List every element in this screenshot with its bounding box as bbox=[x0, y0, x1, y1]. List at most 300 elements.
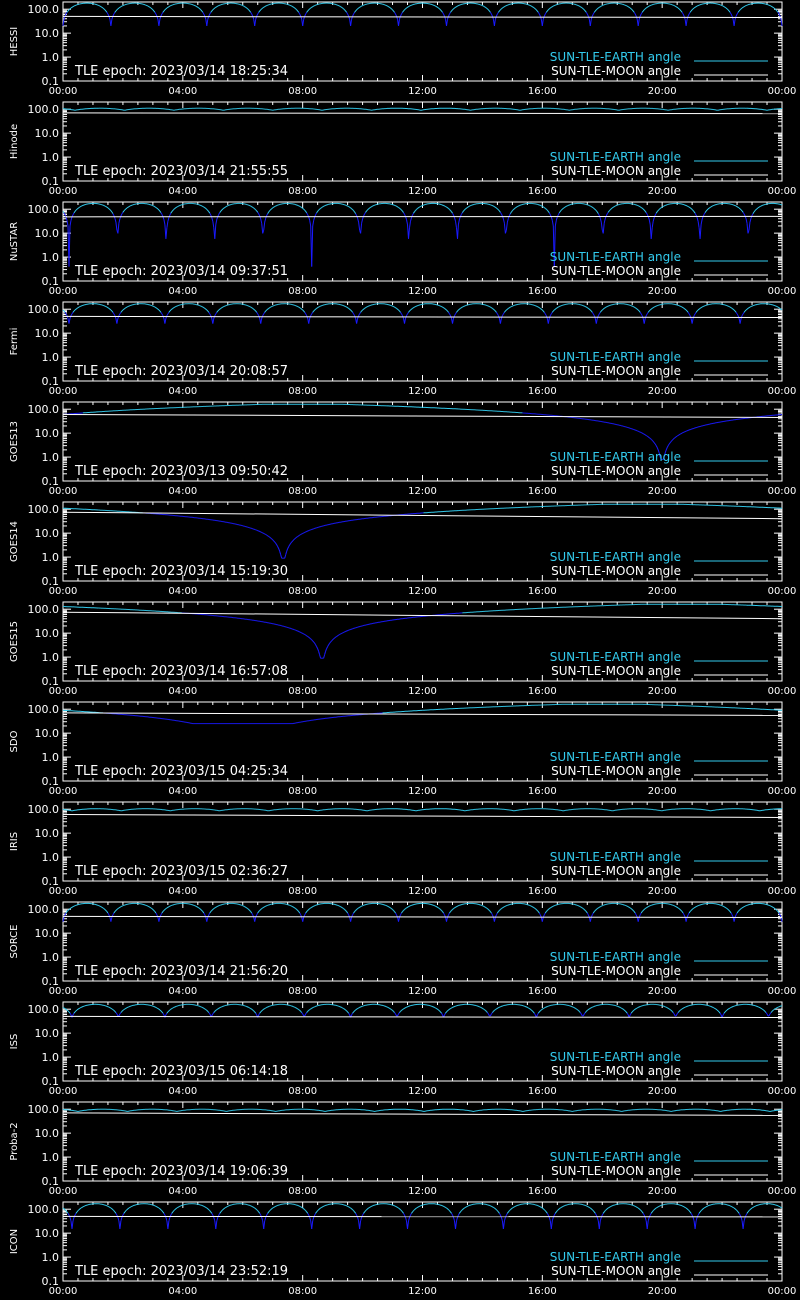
earth-angle-segment bbox=[206, 209, 207, 210]
earth-angle-segment bbox=[685, 309, 686, 310]
earth-angle-segment bbox=[361, 6, 362, 7]
earth-angle-segment bbox=[511, 306, 512, 307]
earth-angle-segment bbox=[440, 9, 441, 10]
earth-angle-segment bbox=[656, 212, 657, 214]
earth-angle-segment bbox=[160, 211, 161, 212]
earth-angle-segment bbox=[246, 7, 247, 8]
earth-angle-segment bbox=[304, 311, 305, 312]
earth-angle-segment bbox=[302, 208, 303, 209]
earth-angle-segment bbox=[416, 306, 417, 307]
earth-angle-segment bbox=[556, 217, 557, 220]
earth-angle-segment bbox=[640, 312, 641, 314]
earth-angle-segment bbox=[263, 314, 264, 316]
earth-angle-segment bbox=[606, 307, 607, 308]
earth-angle-segment bbox=[222, 307, 223, 308]
earth-angle-segment bbox=[543, 16, 544, 19]
earth-angle-segment bbox=[148, 6, 149, 7]
earth-angle-segment bbox=[587, 14, 588, 16]
earth-angle-segment bbox=[388, 6, 389, 7]
earth-angle-segment bbox=[544, 14, 545, 16]
earth-angle-segment bbox=[733, 309, 734, 310]
earth-angle-segment bbox=[303, 19, 304, 26]
earth-angle-segment bbox=[676, 436, 677, 437]
earth-angle-segment bbox=[225, 207, 226, 208]
earth-angle-segment bbox=[414, 307, 415, 308]
earth-angle-segment bbox=[117, 318, 118, 323]
earth-angle-segment bbox=[310, 8, 311, 9]
earth-angle-segment bbox=[311, 7, 312, 8]
x-tick-label: 00:00 bbox=[767, 86, 797, 97]
earth-angle-segment bbox=[596, 318, 597, 323]
earth-angle-segment bbox=[578, 6, 579, 7]
earth-angle-segment bbox=[173, 308, 174, 309]
y-tick-label: 100.0 bbox=[27, 503, 59, 517]
earth-angle-segment bbox=[500, 9, 501, 10]
earth-angle-segment bbox=[741, 210, 742, 211]
earth-angle-segment bbox=[646, 213, 647, 215]
earth-angle-segment bbox=[500, 212, 501, 214]
earth-angle-segment bbox=[586, 12, 587, 14]
earth-angle-segment bbox=[402, 210, 403, 211]
earth-angle-segment bbox=[443, 307, 444, 308]
earth-angle-segment bbox=[161, 213, 162, 215]
earth-angle-segment bbox=[120, 7, 121, 8]
earth-angle-segment bbox=[689, 314, 690, 316]
earth-angle-segment bbox=[743, 212, 744, 214]
earth-angle-segment bbox=[262, 8, 263, 9]
earth-angle-segment bbox=[493, 309, 494, 310]
earth-angle-segment bbox=[741, 8, 742, 9]
earth-angle-segment bbox=[517, 206, 518, 207]
earth-angle-segment bbox=[644, 210, 645, 211]
y-axis-label: NuSTAR bbox=[9, 221, 20, 262]
earth-angle-segment bbox=[653, 307, 654, 308]
earth-angle-segment bbox=[309, 9, 310, 10]
earth-angle-segment bbox=[248, 9, 249, 10]
earth-angle-segment bbox=[506, 309, 507, 310]
earth-angle-segment bbox=[688, 14, 689, 16]
earth-angle-segment bbox=[505, 6, 506, 7]
earth-angle-segment bbox=[584, 306, 585, 307]
earth-angle-segment bbox=[452, 212, 453, 214]
earth-angle-segment bbox=[546, 11, 547, 12]
earth-angle-segment bbox=[614, 206, 615, 207]
earth-angle-segment bbox=[395, 307, 396, 308]
earth-angle-segment bbox=[586, 307, 587, 308]
tle-epoch-label: TLE epoch: 2023/03/14 20:08:57 bbox=[75, 364, 289, 379]
earth-angle-segment bbox=[735, 311, 736, 312]
earth-angle-segment bbox=[610, 209, 611, 210]
earth-angle-segment bbox=[358, 8, 359, 9]
earth-angle-segment bbox=[695, 312, 696, 314]
earth-angle-segment bbox=[738, 207, 739, 208]
earth-angle-segment bbox=[544, 312, 545, 314]
earth-angle-segment bbox=[607, 306, 608, 307]
earth-angle-segment bbox=[708, 208, 709, 209]
earth-angle-segment bbox=[387, 6, 388, 7]
earth-angle-segment bbox=[638, 431, 639, 432]
earth-angle-segment bbox=[538, 12, 539, 14]
earth-angle-segment bbox=[691, 209, 692, 210]
earth-angle-segment bbox=[497, 209, 498, 210]
earth-angle-segment bbox=[438, 7, 439, 8]
earth-angle-segment bbox=[73, 311, 74, 312]
earth-angle-segment bbox=[449, 14, 450, 16]
earth-angle-segment bbox=[265, 311, 266, 312]
earth-angle-segment bbox=[463, 210, 464, 211]
earth-angle-segment bbox=[750, 218, 751, 222]
earth-angle-segment bbox=[108, 308, 109, 309]
earth-angle-segment bbox=[421, 206, 422, 207]
earth-angle-segment bbox=[359, 222, 360, 230]
earth-angle-segment bbox=[744, 214, 745, 216]
earth-angle-segment bbox=[646, 7, 647, 8]
earth-angle-segment bbox=[547, 10, 548, 11]
earth-angle-segment bbox=[554, 309, 555, 310]
earth-angle-segment bbox=[170, 310, 171, 311]
earth-angle-segment bbox=[368, 209, 369, 210]
earth-angle-segment bbox=[272, 539, 273, 540]
earth-angle-segment bbox=[550, 7, 551, 8]
earth-angle-segment bbox=[252, 308, 253, 309]
earth-angle-segment bbox=[678, 8, 679, 9]
earth-angle-segment bbox=[609, 210, 610, 211]
earth-angle-segment bbox=[299, 535, 300, 536]
earth-angle-segment bbox=[492, 206, 493, 207]
earth-angle-segment bbox=[122, 6, 123, 7]
earth-angle-segment bbox=[268, 308, 269, 309]
earth-angle-segment bbox=[80, 306, 81, 307]
x-tick-label: 04:00 bbox=[168, 586, 198, 597]
earth-angle-segment bbox=[593, 12, 594, 14]
earth-angle-segment bbox=[368, 306, 369, 307]
earth-angle-segment bbox=[700, 308, 701, 309]
legend-earth-label: SUN-TLE-EARTH angle bbox=[549, 150, 681, 164]
earth-angle-segment bbox=[162, 314, 163, 316]
earth-angle-segment bbox=[226, 206, 227, 207]
earth-angle-segment bbox=[728, 10, 729, 11]
y-tick-label: 10.0 bbox=[34, 327, 59, 341]
earth-angle-segment bbox=[483, 6, 484, 7]
earth-angle-segment bbox=[300, 308, 301, 309]
earth-angle-segment bbox=[257, 312, 258, 314]
earth-angle-segment bbox=[457, 311, 458, 312]
earth-angle-segment bbox=[537, 307, 538, 308]
earth-angle-segment bbox=[640, 432, 641, 433]
earth-angle-segment bbox=[414, 212, 415, 214]
earth-angle-segment bbox=[369, 208, 370, 209]
earth-angle-segment bbox=[737, 207, 738, 208]
earth-angle-segment bbox=[564, 207, 565, 208]
earth-angle-segment bbox=[104, 9, 105, 10]
earth-angle-segment bbox=[323, 206, 324, 207]
earth-angle-segment bbox=[663, 206, 664, 207]
earth-angle-segment bbox=[695, 213, 696, 215]
earth-angle-segment bbox=[484, 7, 485, 8]
earth-angle-segment bbox=[69, 318, 70, 323]
earth-angle-segment bbox=[288, 547, 289, 549]
earth-angle-segment bbox=[645, 8, 646, 9]
earth-angle-segment bbox=[604, 308, 605, 309]
earth-angle-segment bbox=[749, 307, 750, 308]
earth-angle-segment bbox=[562, 208, 563, 209]
earth-angle-segment bbox=[292, 6, 293, 7]
earth-angle-segment bbox=[679, 434, 680, 435]
earth-angle-segment bbox=[339, 6, 340, 7]
earth-angle-segment bbox=[253, 308, 254, 309]
earth-angle-segment bbox=[494, 19, 495, 26]
earth-angle-segment bbox=[551, 7, 552, 8]
earth-angle-segment bbox=[677, 436, 678, 437]
x-tick-label: 08:00 bbox=[288, 386, 318, 397]
x-tick-label: 00:00 bbox=[767, 586, 797, 597]
earth-angle-segment bbox=[737, 12, 738, 14]
earth-angle-segment bbox=[686, 19, 687, 26]
earth-angle-segment bbox=[651, 439, 652, 440]
earth-angle-segment bbox=[682, 433, 683, 434]
earth-angle-segment bbox=[500, 318, 501, 323]
earth-angle-segment bbox=[658, 209, 659, 210]
earth-angle-segment bbox=[154, 307, 155, 308]
earth-angle-segment bbox=[447, 310, 448, 311]
x-tick-label: 04:00 bbox=[168, 386, 198, 397]
moon-angle-line bbox=[63, 113, 782, 114]
earth-angle-segment bbox=[305, 532, 306, 533]
earth-angle-segment bbox=[683, 432, 684, 433]
earth-angle-segment bbox=[160, 311, 161, 312]
earth-angle-segment bbox=[750, 307, 751, 308]
y-tick-label: 0.1 bbox=[41, 375, 59, 388]
earth-angle-segment bbox=[771, 6, 772, 7]
earth-angle-segment bbox=[499, 211, 500, 212]
earth-angle-segment bbox=[633, 307, 634, 308]
earth-angle-segment bbox=[558, 213, 559, 215]
earth-angle-segment bbox=[542, 310, 543, 311]
tle-epoch-label: TLE epoch: 2023/03/13 09:50:42 bbox=[75, 464, 289, 479]
earth-angle-segment bbox=[76, 209, 77, 210]
earth-angle-segment bbox=[687, 206, 688, 207]
earth-angle-segment bbox=[544, 208, 545, 209]
earth-angle-segment bbox=[553, 6, 554, 7]
earth-angle-segment bbox=[397, 206, 398, 207]
earth-angle-segment bbox=[707, 209, 708, 210]
earth-angle-segment bbox=[259, 531, 260, 532]
earth-angle-segment bbox=[560, 210, 561, 211]
earth-angle-segment bbox=[172, 211, 173, 212]
earth-angle-segment bbox=[400, 208, 401, 209]
earth-angle-segment bbox=[298, 307, 299, 308]
earth-angle-segment bbox=[313, 6, 314, 7]
earth-angle-segment bbox=[447, 19, 448, 26]
x-tick-label: 12:00 bbox=[408, 86, 437, 97]
earth-angle-segment bbox=[319, 209, 320, 210]
earth-angle-segment bbox=[399, 19, 400, 26]
earth-angle-segment bbox=[548, 211, 549, 213]
moon-angle-line bbox=[63, 415, 782, 418]
earth-angle-segment bbox=[502, 7, 503, 8]
earth-angle-segment bbox=[356, 214, 357, 216]
earth-angle-segment bbox=[639, 311, 640, 312]
earth-angle-segment bbox=[441, 306, 442, 307]
earth-angle-segment bbox=[648, 311, 649, 312]
earth-angle-segment bbox=[441, 10, 442, 11]
earth-angle-segment bbox=[124, 210, 125, 211]
earth-angle-segment bbox=[101, 7, 102, 8]
earth-angle-segment bbox=[413, 213, 414, 215]
earth-angle-segment bbox=[222, 209, 223, 210]
earth-angle-segment bbox=[302, 309, 303, 310]
earth-angle-segment bbox=[647, 312, 648, 314]
earth-angle-segment bbox=[599, 7, 600, 8]
earth-angle-segment bbox=[559, 211, 560, 213]
earth-angle-segment bbox=[530, 6, 531, 7]
earth-angle-segment bbox=[77, 308, 78, 309]
earth-angle-segment bbox=[638, 310, 639, 311]
earth-angle-segment bbox=[590, 19, 591, 26]
earth-angle-segment bbox=[307, 11, 308, 12]
earth-angle-segment bbox=[74, 310, 75, 311]
earth-angle-segment bbox=[175, 208, 176, 209]
earth-angle-segment bbox=[172, 308, 173, 309]
earth-angle-segment bbox=[113, 14, 114, 16]
earth-angle-segment bbox=[728, 306, 729, 307]
earth-angle-segment bbox=[455, 7, 456, 8]
earth-angle-segment bbox=[115, 11, 116, 12]
earth-angle-segment bbox=[509, 307, 510, 308]
earth-angle-segment bbox=[453, 318, 454, 323]
earth-angle-segment bbox=[405, 9, 406, 10]
x-tick-label: 00:00 bbox=[767, 186, 797, 197]
earth-angle-segment bbox=[281, 555, 282, 559]
moon-angle-line bbox=[63, 16, 782, 17]
earth-angle-segment bbox=[548, 318, 549, 323]
earth-angle-segment bbox=[409, 6, 410, 7]
earth-angle-segment bbox=[543, 311, 544, 312]
earth-angle-segment bbox=[532, 7, 533, 8]
earth-angle-segment bbox=[511, 211, 512, 212]
earth-angle-segment bbox=[672, 439, 673, 440]
earth-angle-segment bbox=[215, 225, 216, 239]
earth-angle-segment bbox=[598, 214, 599, 216]
earth-angle-segment bbox=[646, 314, 647, 316]
earth-angle-segment bbox=[744, 311, 745, 312]
earth-angle-segment bbox=[644, 318, 645, 323]
panel-fermi bbox=[9, 302, 796, 397]
earth-angle-segment bbox=[306, 12, 307, 14]
x-tick-label: 12:00 bbox=[408, 586, 437, 597]
earth-angle-segment bbox=[559, 306, 560, 307]
x-tick-label: 00:00 bbox=[48, 286, 78, 297]
earth-angle-segment bbox=[512, 210, 513, 211]
earth-angle-segment bbox=[680, 10, 681, 11]
earth-angle-segment bbox=[405, 318, 406, 323]
earth-angle-segment bbox=[224, 208, 225, 209]
earth-angle-segment bbox=[125, 308, 126, 309]
earth-angle-segment bbox=[552, 6, 553, 7]
earth-angle-segment bbox=[613, 207, 614, 208]
earth-angle-segment bbox=[746, 219, 747, 223]
earth-angle-segment bbox=[776, 10, 777, 11]
earth-angle-segment bbox=[360, 7, 361, 8]
earth-angle-segment bbox=[78, 208, 79, 209]
earth-angle-segment bbox=[442, 11, 443, 12]
y-tick-label: 10.0 bbox=[34, 227, 59, 241]
earth-angle-segment bbox=[74, 211, 75, 213]
earth-angle-segment bbox=[108, 208, 109, 209]
earth-angle-segment bbox=[147, 6, 148, 7]
earth-angle-segment bbox=[601, 310, 602, 311]
earth-angle-segment bbox=[78, 307, 79, 308]
earth-angle-segment bbox=[745, 6, 746, 7]
y-tick-label: 1.0 bbox=[41, 251, 59, 265]
earth-angle-segment bbox=[205, 308, 206, 309]
earth-angle-segment bbox=[452, 10, 453, 11]
earth-angle-segment bbox=[106, 207, 107, 208]
earth-angle-segment bbox=[364, 308, 365, 309]
earth-angle-segment bbox=[489, 11, 490, 12]
earth-angle-segment bbox=[630, 8, 631, 9]
x-tick-label: 00:00 bbox=[767, 286, 797, 297]
earth-angle-segment bbox=[156, 208, 157, 209]
earth-angle-segment bbox=[643, 209, 644, 210]
earth-angle-segment bbox=[207, 209, 208, 210]
earth-angle-segment bbox=[70, 8, 71, 9]
earth-angle-segment bbox=[81, 206, 82, 207]
earth-angle-segment bbox=[552, 220, 553, 226]
earth-angle-segment bbox=[113, 214, 114, 216]
earth-angle-segment bbox=[743, 7, 744, 8]
earth-angle-segment bbox=[413, 308, 414, 309]
earth-angle-segment bbox=[158, 309, 159, 310]
earth-angle-segment bbox=[262, 223, 263, 233]
x-tick-label: 20:00 bbox=[647, 386, 677, 397]
earth-angle-segment bbox=[682, 12, 683, 14]
earth-angle-segment bbox=[370, 207, 371, 208]
earth-angle-segment bbox=[601, 6, 602, 7]
earth-angle-segment bbox=[456, 312, 457, 314]
earth-angle-segment bbox=[218, 214, 219, 216]
earth-angle-segment bbox=[503, 219, 504, 223]
earth-angle-segment bbox=[751, 306, 752, 307]
earth-angle-segment bbox=[129, 206, 130, 207]
earth-angle-segment bbox=[117, 9, 118, 10]
earth-angle-segment bbox=[680, 434, 681, 435]
earth-angle-segment bbox=[99, 6, 100, 7]
earth-angle-segment bbox=[118, 8, 119, 9]
earth-angle-segment bbox=[407, 7, 408, 8]
earth-angle-segment bbox=[361, 223, 362, 233]
earth-angle-segment bbox=[679, 9, 680, 10]
earth-angle-segment bbox=[256, 311, 257, 312]
earth-angle-segment bbox=[689, 12, 690, 14]
earth-angle-segment bbox=[265, 534, 266, 535]
earth-angle-segment bbox=[204, 14, 205, 16]
earth-angle-segment bbox=[263, 533, 264, 534]
earth-angle-segment bbox=[454, 8, 455, 9]
earth-angle-segment bbox=[404, 10, 405, 11]
earth-angle-segment bbox=[606, 214, 607, 216]
legend-moon-label: SUN-TLE-MOON angle bbox=[551, 64, 681, 78]
earth-angle-segment bbox=[542, 19, 543, 26]
earth-angle-segment bbox=[605, 307, 606, 308]
earth-angle-segment bbox=[408, 312, 409, 314]
earth-angle-segment bbox=[416, 209, 417, 210]
earth-angle-segment bbox=[100, 6, 101, 7]
earth-angle-segment bbox=[297, 537, 298, 538]
earth-angle-segment bbox=[458, 310, 459, 311]
earth-angle-segment bbox=[681, 307, 682, 308]
earth-angle-segment bbox=[115, 218, 116, 222]
